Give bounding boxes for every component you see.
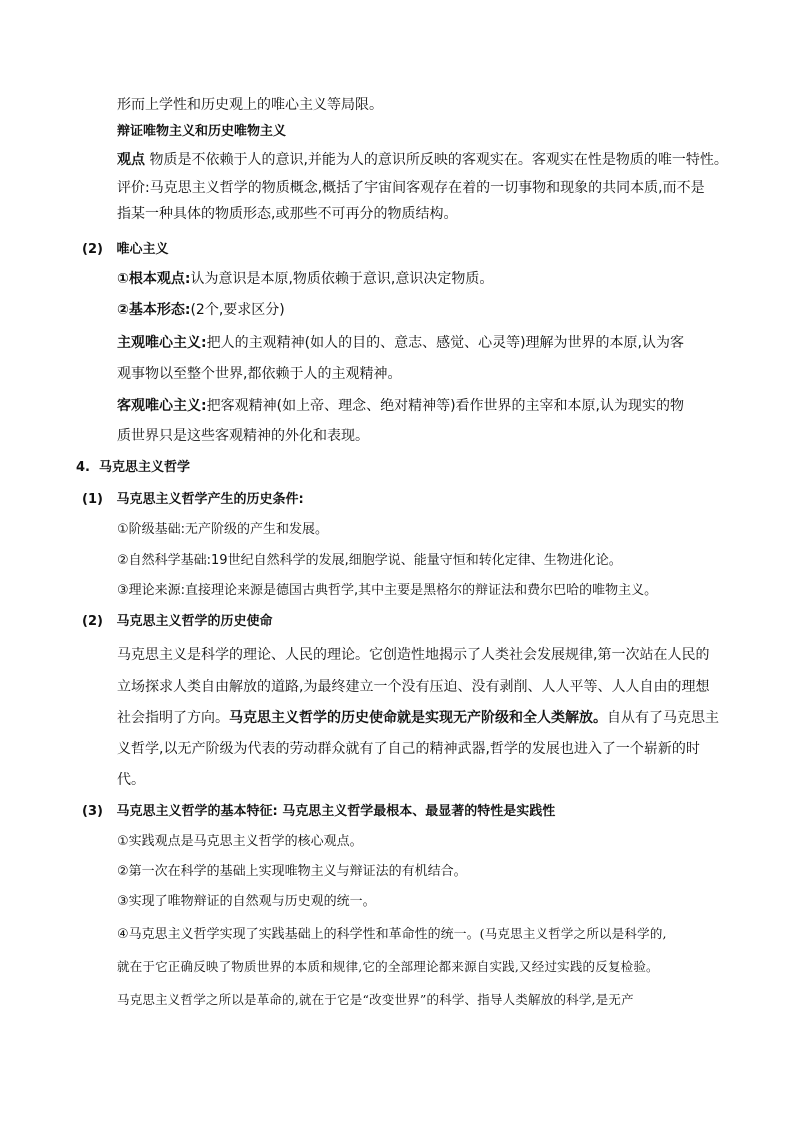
heading-text: 马克思主义哲学 — [99, 460, 191, 475]
text-line — [117, 150, 728, 170]
text-line — [117, 708, 719, 728]
text-line: 质世界只是这些客观精神的外化和表现。 — [117, 428, 369, 444]
text-line — [117, 333, 684, 353]
list-item: ①实践观点是马克思主义哲学的核心观点。 — [117, 834, 363, 849]
text-line: 观事物以至整个世界,都依赖于人的主观精神。 — [117, 366, 402, 382]
text-span: ④马克思主义哲学实现了实践基础上的科学性和革命性的统一。 — [117, 927, 480, 942]
subsection-heading — [82, 802, 555, 822]
note-line: 马克思主义哲学之所以是革命的,就在于它是“改变世界”的科学、指导人类解放的科学,是无产 — [117, 992, 634, 1007]
term-label: 观点 — [117, 152, 145, 168]
emphasis-text: 马克思主义哲学的历史使命就是实现无产阶级和全人类解放。 — [229, 710, 607, 726]
text-span: (2个,要求区分) — [190, 302, 285, 318]
text-line: 评价:马克思主义哲学的物质概念,概括了宇宙间客观存在着的一切事物和现象的共同本质,而不是 — [117, 180, 705, 196]
text-line — [117, 396, 684, 416]
text-span: 社会指明了方向。 — [117, 710, 229, 726]
text-span: 自从有了马克思主 — [607, 710, 719, 726]
text-line: 马克思主义是科学的理论、人民的理论。它创造性地揭示了人类社会发展规律,第一次站在人民的 — [117, 647, 710, 663]
heading-number: 4. — [76, 460, 90, 475]
text-line: 指某一种具体的物质形态,或那些不可再分的物质结构。 — [117, 206, 458, 222]
text-span: 认为意识是本原,物质依赖于意识,意识决定物质。 — [190, 271, 494, 287]
term-label: 主观唯心主义: — [117, 335, 207, 351]
term-label: 客观唯心主义: — [117, 398, 207, 414]
subsection-heading — [82, 240, 169, 260]
text-span: 把客观精神(如上帝、理念、绝对精神等)看作世界的主宰和本原,认为现实的物 — [206, 398, 684, 414]
text-span: 把人的主观精神(如人的目的、意志、感觉、心灵等)理解为世界的本原,认为客 — [206, 335, 684, 351]
text-line: 立场探求人类自由解放的道路,为最终建立一个没有压迫、没有剥削、人人平等、人人自由的理想 — [117, 679, 710, 695]
list-item: ②第一次在科学的基础上实现唯物主义与辩证法的有机结合。 — [117, 864, 467, 879]
text-line: 义哲学,以无产阶级为代表的劳动群众就有了自己的精神武器,哲学的发展也进入了一个崭新的时 — [117, 741, 700, 757]
section-heading — [76, 458, 190, 478]
text-line: 形而上学性和历史观上的唯心主义等局限。 — [117, 97, 383, 113]
heading-number: (3) — [82, 804, 103, 819]
term-label: ①根本观点: — [117, 271, 191, 287]
subsection-heading — [82, 612, 273, 632]
list-item: ②自然科学基础:19世纪自然科学的发展,细胞学说、能量守恒和转化定律、生物进化论。 — [117, 553, 622, 568]
term-label: ②基本形态: — [117, 302, 191, 318]
list-item: ③实现了唯物辩证的自然观与历史观的统一。 — [117, 894, 376, 909]
heading-text: 马克思主义哲学产生的历史条件: — [116, 492, 304, 507]
note-text: (马克思主义哲学之所以是科学的, — [479, 926, 667, 941]
subsection-heading — [82, 490, 304, 510]
text-span: 物质是不依赖于人的意识,并能为人的意识所反映的客观实在。客观实在性是物质的唯一特性。 — [149, 152, 728, 168]
heading-text: 马克思主义哲学的基本特征: 马克思主义哲学最根本、最显著的特性是实践性 — [116, 804, 556, 819]
note-line: 就在于它正确反映了物质世界的本质和规律,它的全部理论都来源自实践,又经过实践的反复检验。 — [117, 959, 659, 974]
list-item — [117, 924, 667, 945]
text-line: 代。 — [117, 772, 145, 788]
list-item: ①阶级基础:无产阶级的产生和发展。 — [117, 522, 329, 537]
text-line — [117, 300, 285, 320]
section-heading: 辩证唯物主义和历史唯物主义 — [117, 124, 287, 139]
text-line — [117, 269, 493, 289]
heading-number: (2) — [82, 242, 103, 257]
heading-text: 马克思主义哲学的历史使命 — [116, 614, 273, 629]
heading-number: (2) — [82, 614, 103, 629]
heading-number: (1) — [82, 492, 103, 507]
heading-text: 唯心主义 — [116, 242, 169, 257]
list-item: ③理论来源:直接理论来源是德国古典哲学,其中主要是黑格尔的辩证法和费尔巴哈的唯物主义。 — [117, 583, 658, 598]
